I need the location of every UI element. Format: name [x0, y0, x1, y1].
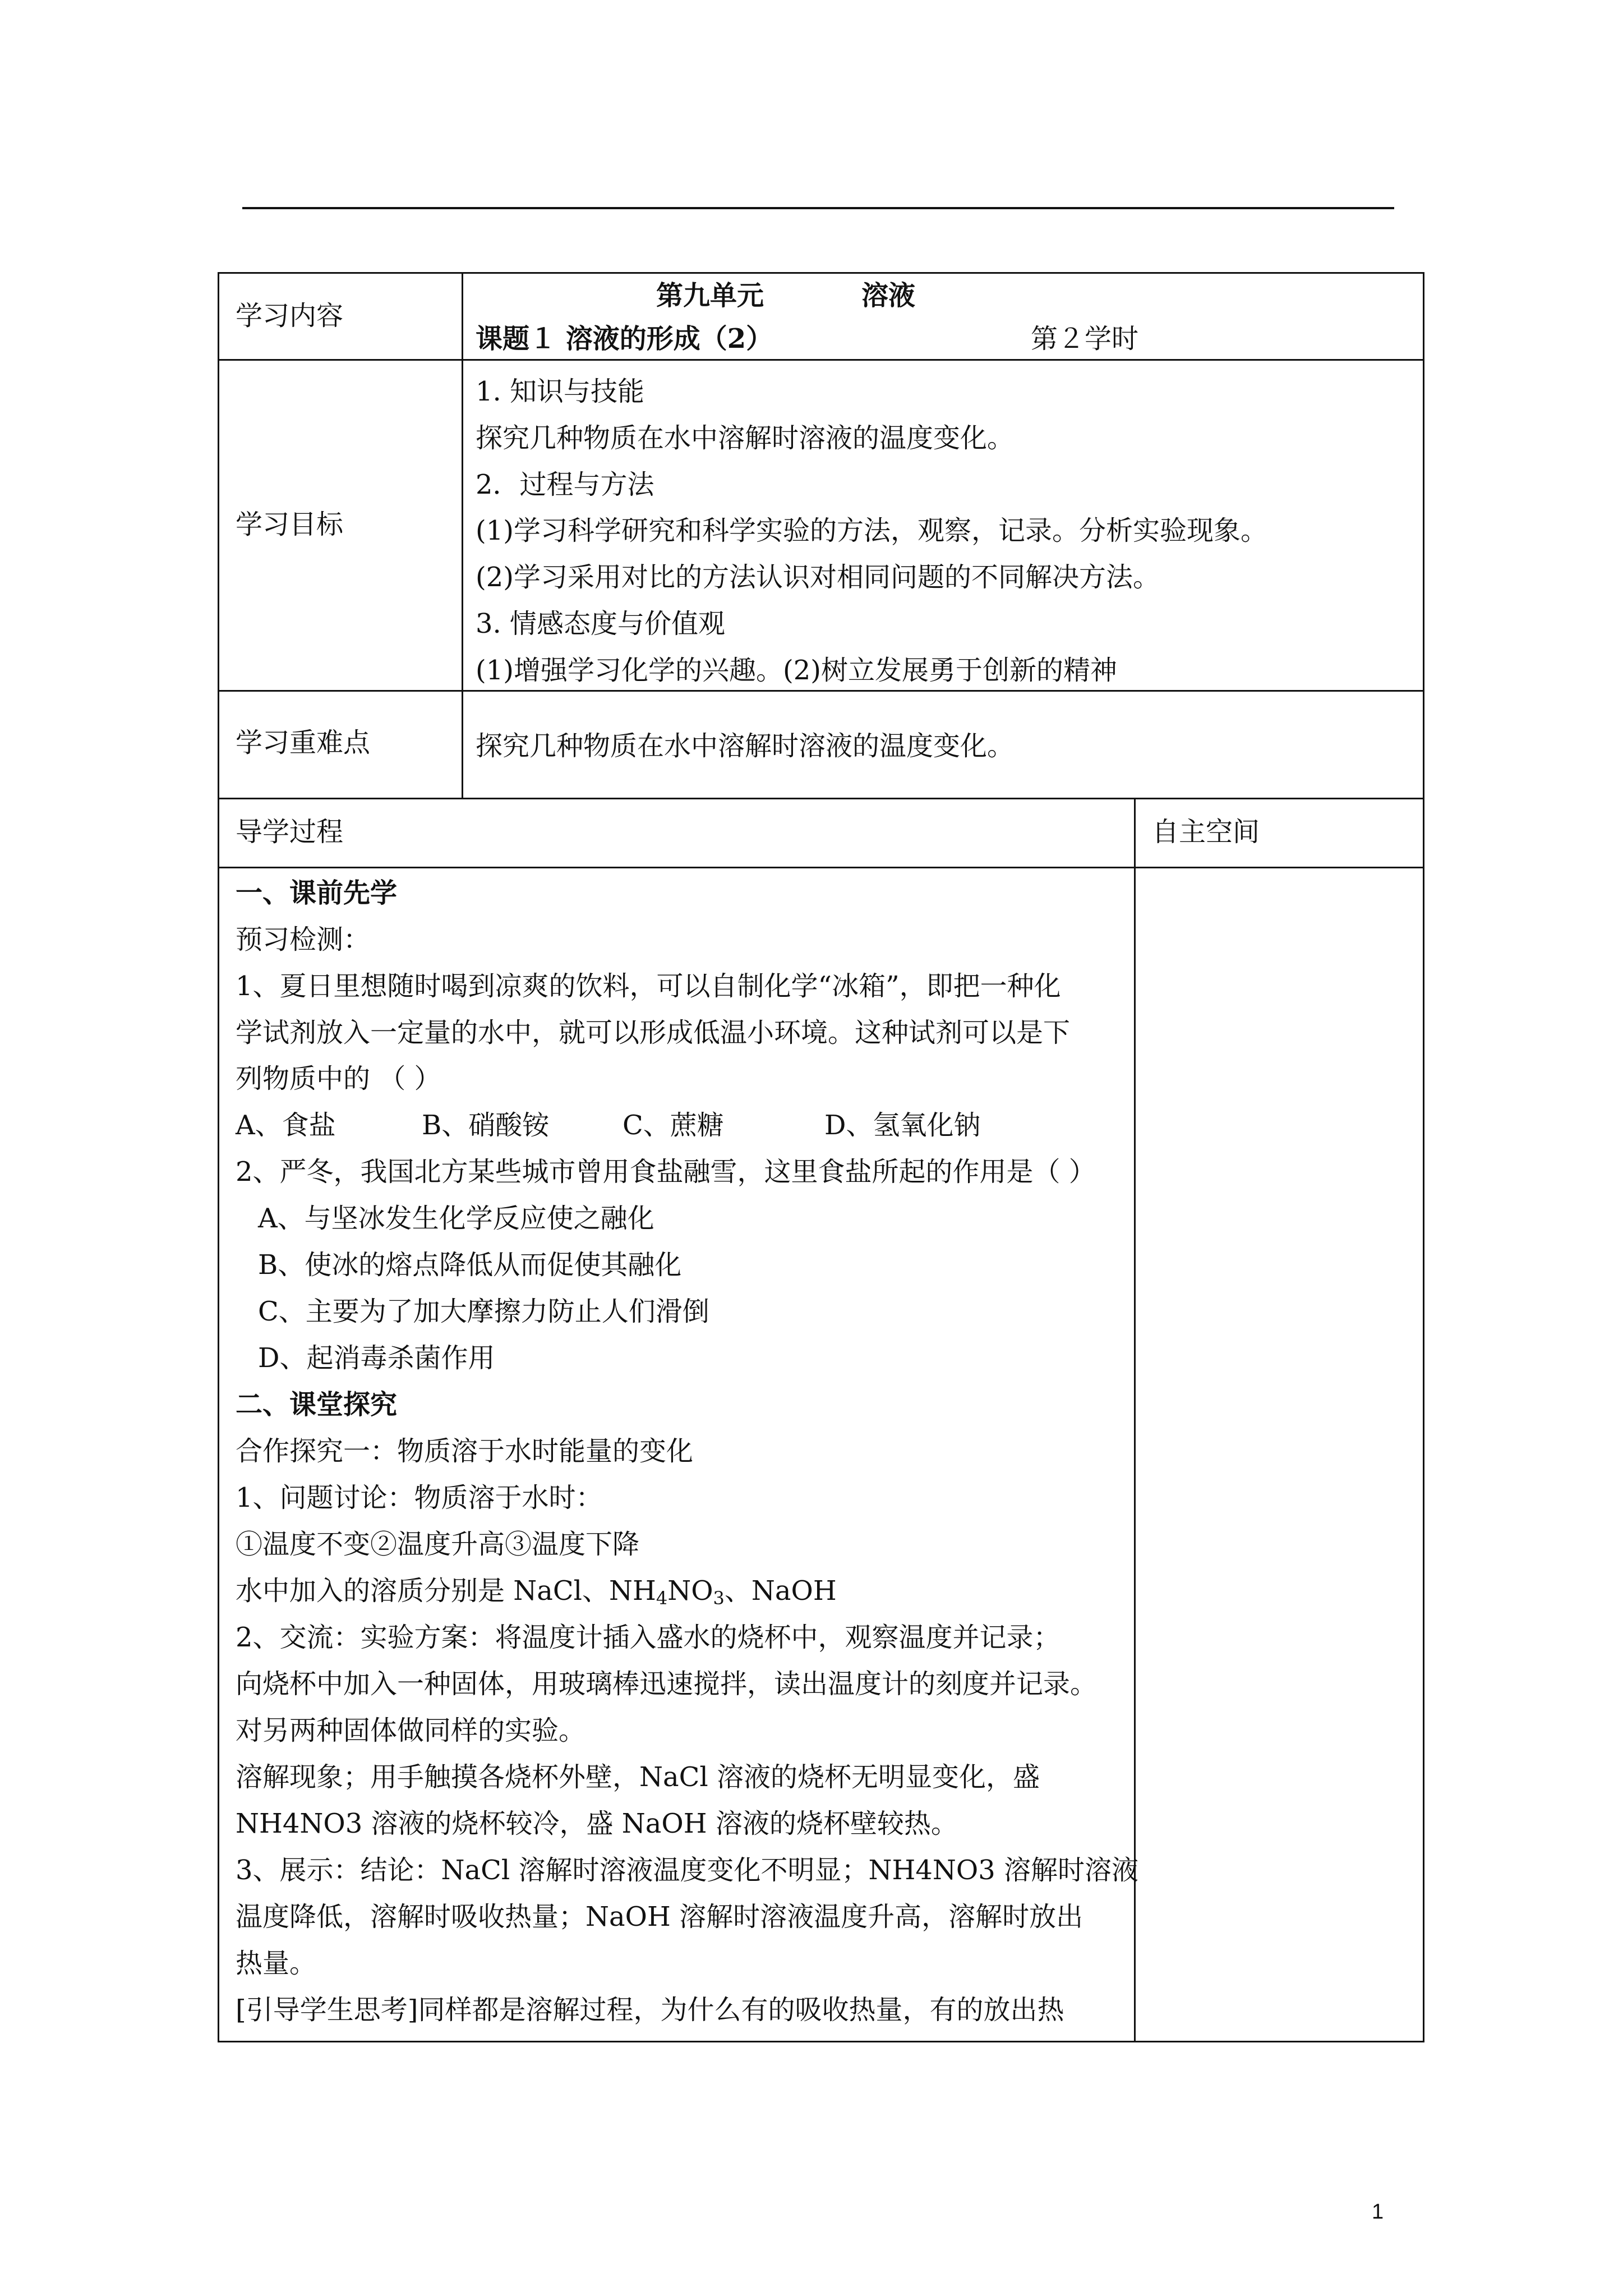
conclusion-text: 3、展示：结论：NaCl 溶解时溶液温度变化不明显；NH4NO3 溶解时溶液 [236, 1855, 1139, 1886]
section-title: 二、课堂探究 [236, 1389, 398, 1420]
label-content: 学习内容 [236, 300, 344, 332]
label-self-space: 自主空间 [1152, 816, 1260, 848]
exchange-text: 2、交流：实验方案：将温度计插入盛水的烧杯中，观察温度并记录； [236, 1622, 1061, 1653]
lesson-title: 课题１ 溶液的形成（2） [476, 323, 773, 355]
discussion-options: ①温度不变②温度升高③温度下降 [236, 1529, 640, 1560]
solutes-text-part: 水中加入的溶质分别是 NaCl、NH [236, 1575, 656, 1607]
objective-line: 探究几种物质在水中溶解时溶液的温度变化。 [476, 422, 1015, 454]
solutes-text-part: NO [667, 1575, 713, 1607]
table-border-top [218, 272, 1424, 274]
guide-text: [引导学生思考]同样都是溶解过程，为什么有的吸收热量，有的放出热 [236, 1994, 1064, 2026]
phenomenon-text: NH4NO3 溶液的烧杯较冷，盛 NaOH 溶液的烧杯壁较热。 [236, 1808, 958, 1839]
row-divider [218, 690, 1424, 692]
option-d: D、氢氧化钠 [824, 1110, 981, 1141]
page-number: 1 [1372, 2200, 1384, 2224]
objective-line: (1)学习科学研究和科学实验的方法，观察，记录。分析实验现象。 [476, 515, 1267, 546]
objective-line: 1. 知识与技能 [476, 376, 645, 407]
option-d: D、起消毒杀菌作用 [258, 1342, 495, 1374]
inquiry-title: 合作探究一：物质溶于水时能量的变化 [236, 1435, 694, 1467]
label-process: 导学过程 [236, 816, 344, 848]
objective-line: 3. 情感态度与价值观 [476, 608, 726, 639]
exchange-text: 对另两种固体做同样的实验。 [236, 1715, 586, 1746]
table-border-right [1423, 272, 1424, 2042]
objective-line: (1)增强学习化学的兴趣。(2)树立发展勇于创新的精神 [476, 655, 1117, 686]
section-title: 一、课前先学 [236, 877, 398, 909]
question-text: 列物质中的 （ ） [236, 1063, 441, 1094]
discussion-text: 1、问题讨论：物质溶于水时： [236, 1482, 603, 1513]
lesson-period: 第２学时 [1031, 323, 1139, 355]
label-key-points: 学习重难点 [236, 727, 371, 758]
conclusion-text: 热量。 [236, 1948, 317, 1979]
unit-title: 第九单元 [656, 280, 764, 311]
subscript: 3 [713, 1588, 725, 1609]
row-divider [218, 867, 1424, 868]
row-divider [218, 798, 1424, 799]
table-border-bottom [218, 2041, 1424, 2042]
label-column-divider [462, 272, 463, 799]
solutes-text [236, 1577, 837, 1607]
objective-line: (2)学习采用对比的方法认识对相同问题的不同解决方法。 [476, 562, 1160, 593]
preview-label: 预习检测： [236, 924, 371, 955]
option-c: C、主要为了加大摩擦力防止人们滑倒 [258, 1296, 709, 1327]
row-divider [218, 359, 1424, 361]
option-a: A、食盐 [236, 1110, 336, 1141]
phenomenon-text: 溶解现象；用手触摸各烧杯外壁，NaCl 溶液的烧杯无明显变化，盛 [236, 1761, 1040, 1793]
option-b: B、使冰的熔点降低从而促使其融化 [258, 1249, 682, 1281]
unit-topic: 溶液 [861, 280, 916, 311]
solutes-text-part: 、NaOH [724, 1575, 837, 1607]
key-points-text: 探究几种物质在水中溶解时溶液的温度变化。 [476, 730, 1015, 762]
option-a: A、与坚冰发生化学反应使之融化 [258, 1203, 654, 1234]
option-b: B、硝酸铵 [422, 1110, 550, 1141]
label-objectives: 学习目标 [236, 509, 344, 540]
header-rule [242, 207, 1394, 209]
objective-line: 2．过程与方法 [476, 469, 654, 500]
option-c: C、蔗糖 [623, 1110, 724, 1141]
table-border-left [218, 272, 219, 2042]
question-text: 学试剂放入一定量的水中，就可以形成低温小环境。这种试剂可以是下 [236, 1017, 1071, 1048]
question-text: 1、夏日里想随时喝到凉爽的饮料，可以自制化学“冰箱”，即把一种化 [236, 970, 1061, 1002]
exchange-text: 向烧杯中加入一种固体，用玻璃棒迅速搅拌，读出温度计的刻度并记录。 [236, 1668, 1098, 1700]
subscript: 4 [656, 1588, 668, 1609]
conclusion-text: 温度降低，溶解时吸收热量；NaOH 溶解时溶液温度升高，溶解时放出 [236, 1901, 1083, 1932]
question-text: 2、严冬，我国北方某些城市曾用食盐融雪，这里食盐所起的作用是（ ） [236, 1156, 1096, 1188]
